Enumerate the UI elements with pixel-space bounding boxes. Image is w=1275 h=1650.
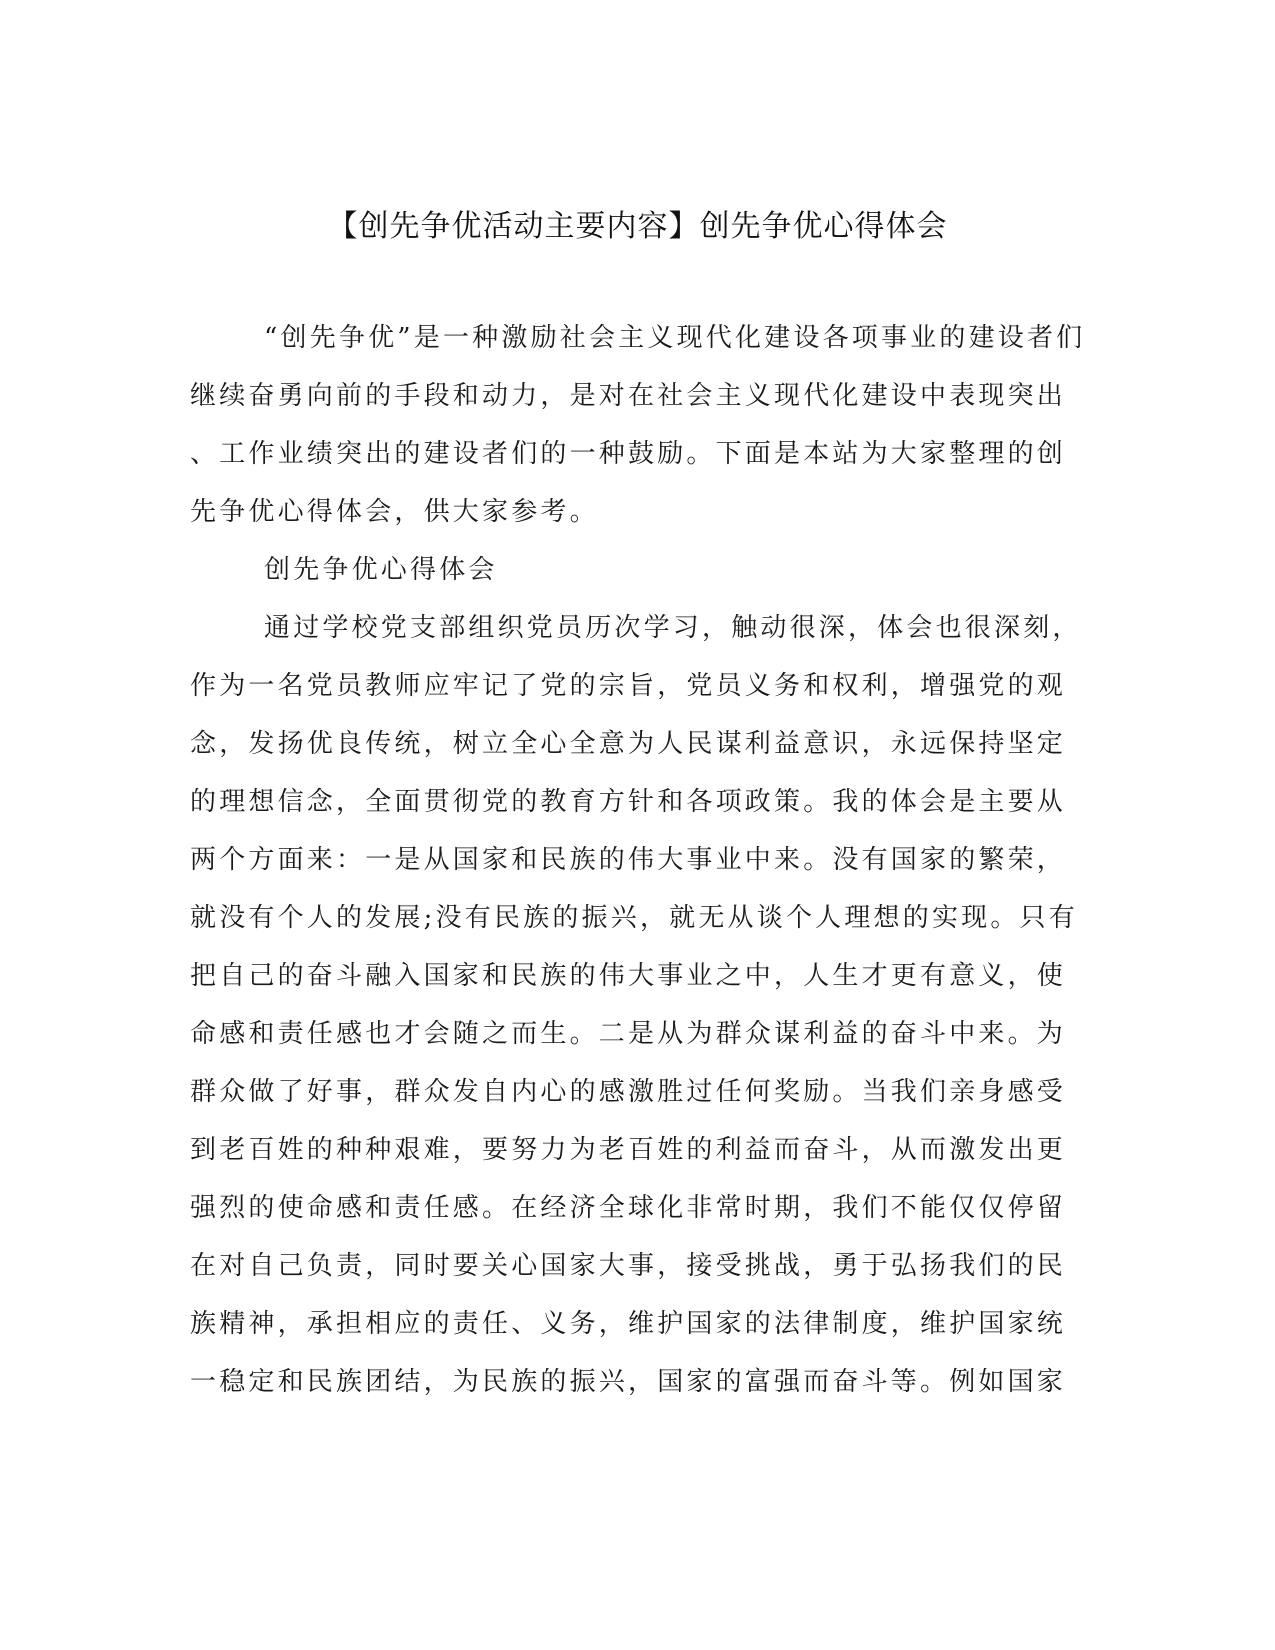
paragraph-line: 作为一名党员教师应牢记了党的宗旨，党员义务和权利，增强党的观 — [190, 671, 1067, 701]
paragraph-line: 群众做了好事，群众发自内心的感激胜过任何奖励。当我们亲身感受 — [190, 1077, 1067, 1107]
paragraph-line: 的理想信念，全面贯彻党的教育方针和各项政策。我的体会是主要从 — [190, 787, 1067, 817]
paragraph-line: 通过学校党支部组织党员历次学习，触动很深，体会也很深刻， — [264, 613, 1082, 643]
document-title: 【创先争优活动主要内容】创先争优心得体会 — [327, 209, 948, 244]
paragraph-line: 先争优心得体会，供大家参考。 — [190, 497, 599, 527]
paragraph-line: 、工作业绩突出的建设者们的一种鼓励。下面是本站为大家整理的创 — [190, 439, 1067, 469]
paragraph-line: 族精神，承担相应的责任、义务，维护国家的法律制度，维护国家统 — [190, 1309, 1067, 1339]
paragraph-line: “创先争优”是一种激励社会主义现代化建设各项事业的建设者们 — [264, 323, 1086, 353]
paragraph-line: 强烈的使命感和责任感。在经济全球化非常时期，我们不能仅仅停留 — [190, 1193, 1067, 1223]
paragraph-line: 到老百姓的种种艰难，要努力为老百姓的利益而奋斗，从而激发出更 — [190, 1135, 1067, 1165]
paragraph-line: 命感和责任感也才会随之而生。二是从为群众谋利益的奋斗中来。为 — [190, 1019, 1067, 1049]
paragraph-line: 就没有个人的发展;没有民族的振兴，就无从谈个人理想的实现。只有 — [190, 903, 1078, 933]
paragraph-line: 两个方面来：一是从国家和民族的伟大事业中来。没有国家的繁荣， — [190, 845, 1067, 875]
paragraph-line: 在对自己负责，同时要关心国家大事，接受挑战，勇于弘扬我们的民 — [190, 1251, 1067, 1281]
paragraph-line: 一稳定和民族团结，为民族的振兴，国家的富强而奋斗等。例如国家 — [190, 1367, 1067, 1397]
paragraph-line: 继续奋勇向前的手段和动力，是对在社会主义现代化建设中表现突出 — [190, 381, 1067, 411]
section-heading: 创先争优心得体会 — [264, 555, 498, 585]
paragraph-line: 念，发扬优良传统，树立全心全意为人民谋利益意识，永远保持坚定 — [190, 729, 1067, 759]
paragraph-line: 把自己的奋斗融入国家和民族的伟大事业之中，人生才更有意义，使 — [190, 961, 1067, 991]
